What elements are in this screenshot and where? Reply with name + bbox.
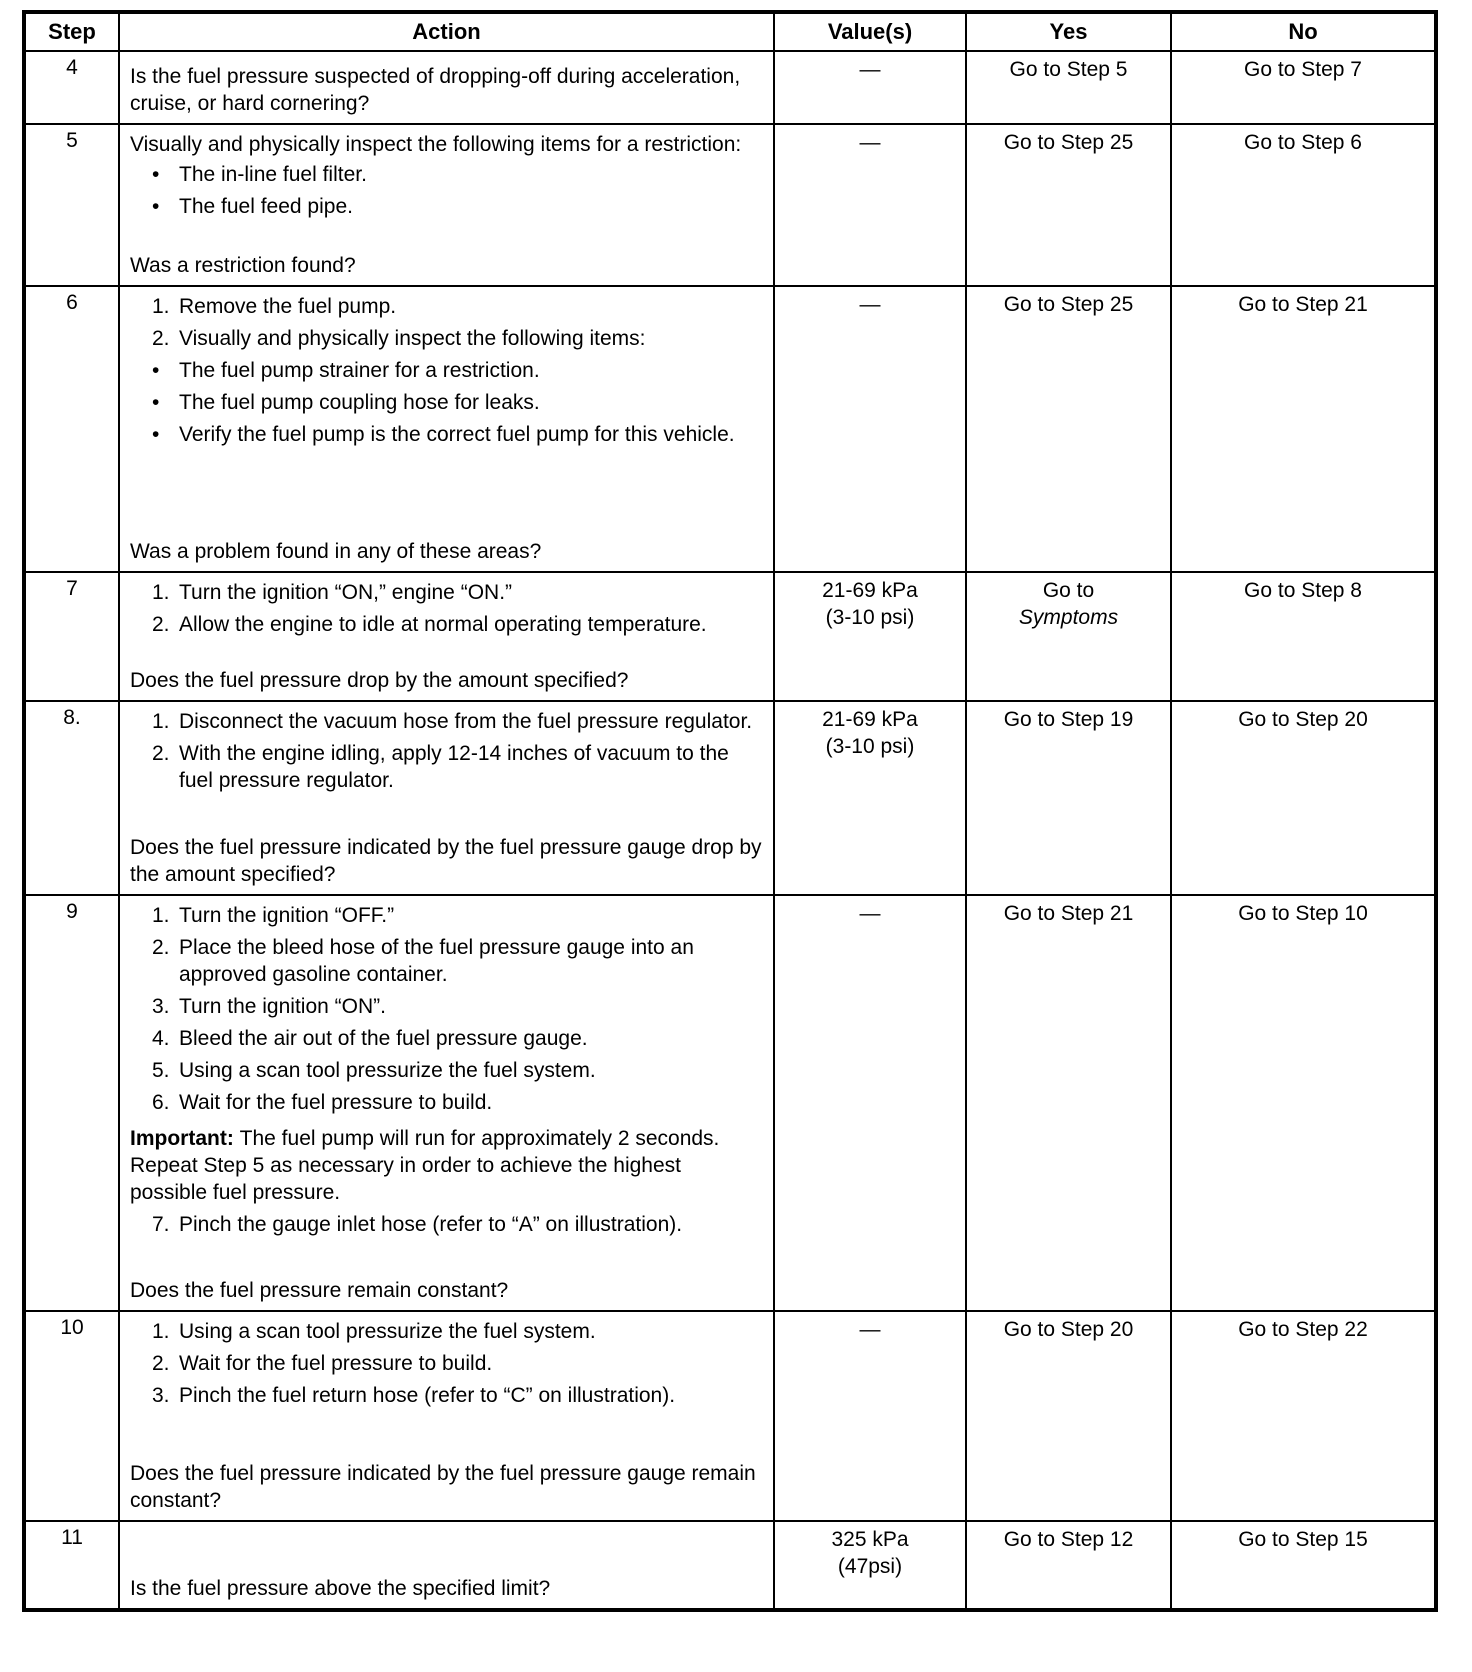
item-text: Pinch the gauge inlet hose (refer to “A” on illustration). [179, 1213, 683, 1236]
value-text: — [859, 293, 881, 316]
goto-text: Go to Step 21 [1238, 293, 1368, 316]
table-row [24, 286, 1436, 572]
header-values: Value(s) [774, 12, 966, 51]
value-text: — [859, 1318, 881, 1341]
table-row [24, 895, 1436, 1311]
item-text: Place the bleed hose of the fuel pressure gauge into an approved gasoline container. [179, 936, 694, 986]
numbered-item [130, 934, 763, 988]
table-row [24, 1311, 1436, 1521]
yes-cell [966, 124, 1171, 286]
item-text: Turn the ignition “ON”. [179, 995, 386, 1018]
item-number: 2. [152, 327, 170, 350]
bullet-item [130, 421, 763, 448]
goto-text: Go to Step 15 [1238, 1528, 1368, 1551]
item-text: The fuel pump strainer for a restriction. [179, 359, 540, 382]
item-text: With the engine idling, apply 12-14 inches of vacuum to the fuel pressure regulator. [179, 742, 729, 792]
item-number: 3. [152, 1384, 170, 1407]
goto-text: Go to Step 22 [1238, 1318, 1368, 1341]
item-number: 5. [152, 1059, 170, 1082]
yes-cell [966, 286, 1171, 572]
goto-text: Go to Step 5 [1009, 58, 1128, 81]
numbered-item [130, 1025, 763, 1052]
bullet-icon: • [152, 163, 160, 186]
no-cell [1171, 701, 1436, 895]
header-action: Action [119, 12, 774, 51]
value-text: 21-69 kPa [822, 708, 918, 731]
step-cell: 11 [24, 1521, 119, 1610]
numbered-item [130, 1057, 763, 1084]
action-cell [119, 1311, 774, 1521]
yes-cell [966, 572, 1171, 701]
item-text: The fuel pump coupling hose for leaks. [179, 391, 540, 414]
value-cell [774, 124, 966, 286]
action-cell [119, 1521, 774, 1610]
action-cell [119, 895, 774, 1311]
spacer [130, 453, 763, 493]
numbered-item [130, 325, 763, 352]
item-text: Wait for the fuel pressure to build. [179, 1352, 493, 1375]
bullet-icon: • [152, 391, 160, 414]
bullet-item [130, 161, 763, 188]
value-text: 325 kPa [831, 1528, 909, 1551]
header-yes: Yes [966, 12, 1171, 51]
value-text: — [859, 902, 881, 925]
item-text: Using a scan tool pressurize the fuel system. [179, 1059, 596, 1082]
action-cell [119, 51, 774, 124]
table-row [24, 701, 1436, 895]
table-row [24, 124, 1436, 286]
item-number: 7. [152, 1213, 170, 1236]
item-text: Turn the ignition “ON,” engine “ON.” [179, 581, 513, 604]
numbered-item [130, 708, 763, 735]
question-text: Is the fuel pressure above the specified limit? [130, 1577, 551, 1600]
value-text: — [859, 131, 881, 154]
step-cell: 10 [24, 1311, 119, 1521]
value-text: 21-69 kPa [822, 579, 918, 602]
question-text: Is the fuel pressure suspected of dropping-off during acceleration, cruise, or hard cornering? [130, 65, 741, 115]
item-text: Verify the fuel pump is the correct fuel pump for this vehicle. [179, 423, 735, 446]
bullet-item [130, 357, 763, 384]
item-number: 3. [152, 995, 170, 1018]
action-cell [119, 286, 774, 572]
item-number: 1. [152, 295, 170, 318]
question-text: Does the fuel pressure indicated by the fuel pressure gauge drop by the amount specified? [130, 836, 762, 886]
no-cell [1171, 1521, 1436, 1610]
yes-cell [966, 1311, 1171, 1521]
table-row [24, 572, 1436, 701]
item-number: 1. [152, 581, 170, 604]
goto-text: Go to Step 8 [1244, 579, 1362, 602]
action-cell [119, 701, 774, 895]
item-number: 6. [152, 1091, 170, 1114]
numbered-item [130, 293, 763, 320]
step-cell: 5 [24, 124, 119, 286]
value-cell [774, 572, 966, 701]
important-label: Important: [130, 1127, 240, 1150]
no-cell [1171, 1311, 1436, 1521]
question-text: Does the fuel pressure indicated by the fuel pressure gauge remain constant? [130, 1462, 756, 1512]
value-text: (47psi) [837, 1555, 903, 1578]
numbered-item [130, 902, 763, 929]
item-number: 2. [152, 742, 170, 765]
step-cell: 4 [24, 51, 119, 124]
goto-text: Go to Step 6 [1244, 131, 1362, 154]
item-text: Using a scan tool pressurize the fuel system. [179, 1320, 596, 1343]
action-content [130, 58, 763, 117]
diagnostic-table [22, 10, 1438, 1612]
item-text: The in-line fuel filter. [179, 163, 367, 186]
no-cell [1171, 124, 1436, 286]
item-number: 4. [152, 1027, 170, 1050]
item-text: Bleed the air out of the fuel pressure gauge. [179, 1027, 588, 1050]
goto-text: Go to Step 19 [1003, 708, 1134, 731]
item-number: 2. [152, 613, 170, 636]
item-number: 2. [152, 936, 170, 959]
numbered-item [130, 611, 763, 638]
numbered-item [130, 1382, 763, 1409]
item-number: 1. [152, 904, 170, 927]
item-number: 1. [152, 710, 170, 733]
numbered-item [130, 1211, 763, 1238]
action-content [130, 902, 763, 1304]
numbered-item [130, 993, 763, 1020]
question-text: Was a problem found in any of these areas? [130, 540, 542, 563]
value-text: (3-10 psi) [825, 735, 915, 758]
action-content [130, 131, 763, 279]
goto-text: Go to Step 20 [1238, 708, 1368, 731]
numbered-item [130, 1318, 763, 1345]
step-cell: 7 [24, 572, 119, 701]
item-text: Disconnect the vacuum hose from the fuel pressure regulator. [179, 710, 753, 733]
action-content [130, 708, 763, 888]
step-cell: 6 [24, 286, 119, 572]
value-cell [774, 1521, 966, 1610]
important-note: Important: The fuel pump will run for approximately 2 seconds. Repeat Step 5 as necessary in order to achieve the highest possible fuel pressure. [130, 1127, 720, 1204]
goto-text: Go to Step 20 [1003, 1318, 1134, 1341]
action-cell [119, 572, 774, 701]
item-number: 1. [152, 1320, 170, 1343]
action-content [130, 293, 763, 565]
value-cell [774, 1311, 966, 1521]
yes-cell [966, 51, 1171, 124]
question-text: Does the fuel pressure remain constant? [130, 1279, 509, 1302]
numbered-item [130, 1089, 763, 1116]
bullet-icon: • [152, 423, 160, 446]
action-content [130, 1318, 763, 1514]
yes-cell [966, 1521, 1171, 1610]
table-body [24, 51, 1436, 1610]
bullet-item [130, 389, 763, 416]
item-text: Visually and physically inspect the following items: [179, 327, 646, 350]
goto-text: Go to Step 25 [1003, 131, 1134, 154]
item-text: The fuel feed pipe. [179, 195, 353, 218]
goto-text: Go to Step 10 [1238, 902, 1368, 925]
no-cell [1171, 895, 1436, 1311]
table-row [24, 1521, 1436, 1610]
goto-text: Go to Step 7 [1244, 58, 1362, 81]
no-cell [1171, 286, 1436, 572]
action-content [130, 579, 763, 694]
no-cell [1171, 572, 1436, 701]
step-cell: 9 [24, 895, 119, 1311]
goto-text: Go to [1042, 579, 1095, 602]
value-cell [774, 701, 966, 895]
goto-text: Go to Step 12 [1003, 1528, 1134, 1551]
item-text: Pinch the fuel return hose (refer to “C” on illustration). [179, 1384, 676, 1407]
value-text: — [859, 58, 881, 81]
bullet-item [130, 193, 763, 220]
header-step: Step [24, 12, 119, 51]
header-row [24, 12, 1436, 51]
action-cell [119, 124, 774, 286]
item-number: 2. [152, 1352, 170, 1375]
goto-text: Symptoms [1018, 606, 1119, 629]
question-text: Does the fuel pressure drop by the amount specified? [130, 669, 629, 692]
bullet-icon: • [152, 359, 160, 382]
numbered-item [130, 579, 763, 606]
bullet-icon: • [152, 195, 160, 218]
numbered-item [130, 1350, 763, 1377]
goto-text: Go to Step 25 [1003, 293, 1134, 316]
yes-cell [966, 895, 1171, 1311]
value-cell [774, 895, 966, 1311]
item-text: Turn the ignition “OFF.” [179, 904, 395, 927]
goto-text: Go to Step 21 [1003, 902, 1134, 925]
table-row [24, 51, 1436, 124]
action-text: Visually and physically inspect the following items for a restriction: [130, 133, 742, 156]
no-cell [1171, 51, 1436, 124]
numbered-item [130, 740, 763, 794]
yes-cell [966, 701, 1171, 895]
step-cell: 8. [24, 701, 119, 895]
item-text: Remove the fuel pump. [179, 295, 397, 318]
item-text: Allow the engine to idle at normal operating temperature. [179, 613, 707, 636]
value-text: (3-10 psi) [825, 606, 915, 629]
action-content [130, 1528, 763, 1602]
question-text: Was a restriction found? [130, 254, 356, 277]
value-cell [774, 286, 966, 572]
value-cell [774, 51, 966, 124]
header-no: No [1171, 12, 1436, 51]
item-text: Wait for the fuel pressure to build. [179, 1091, 493, 1114]
